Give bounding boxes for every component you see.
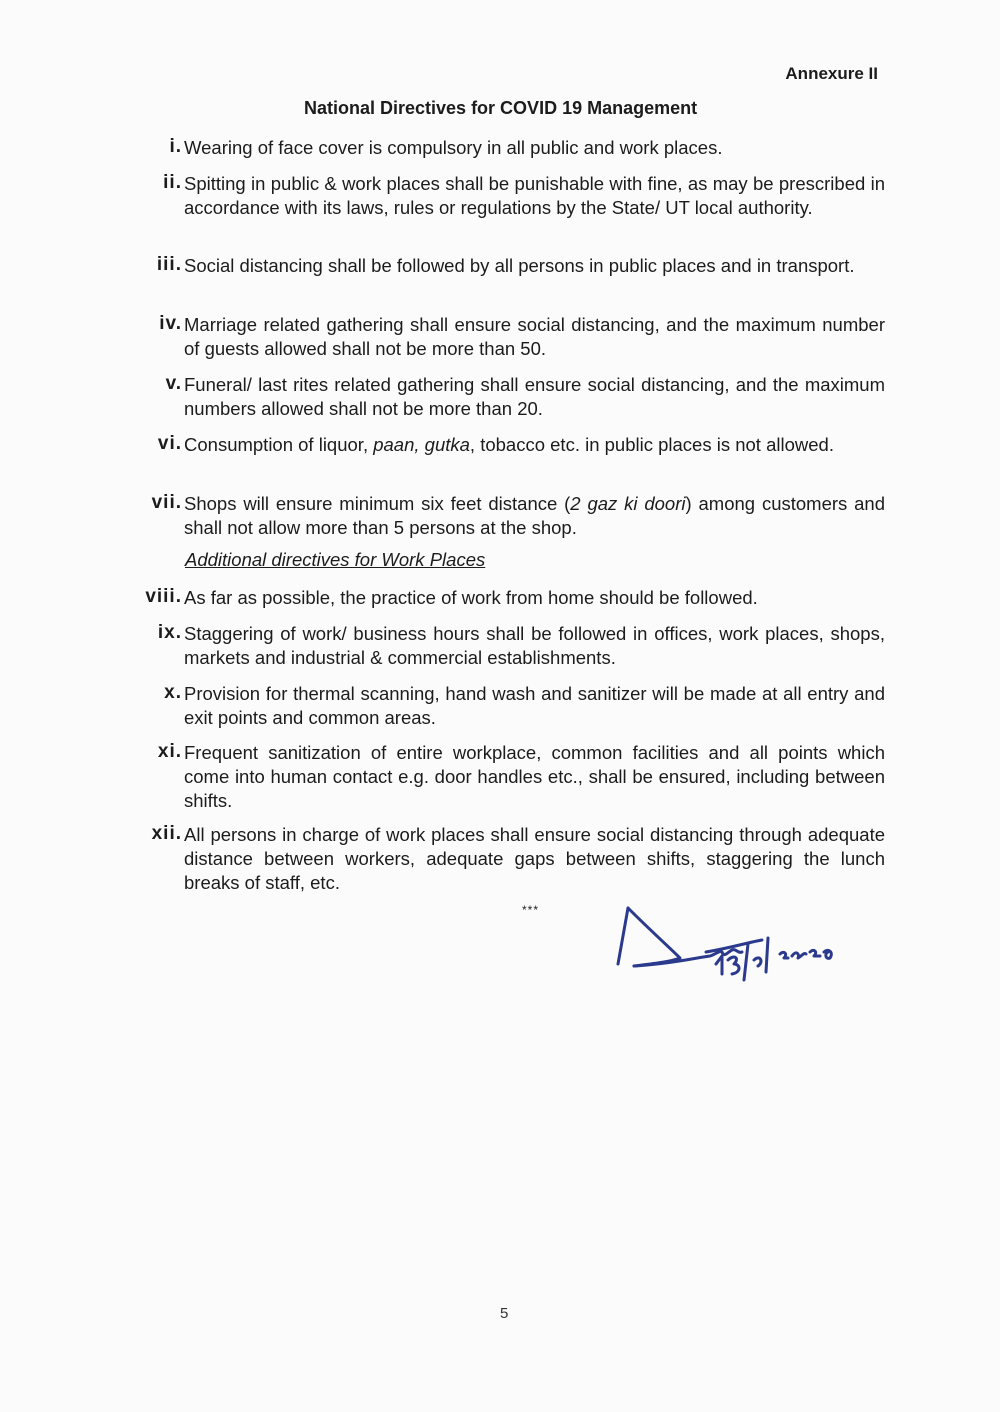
item-number: iii.	[156, 254, 182, 275]
item-text: Social distancing shall be followed by all persons in public places and in transport.	[184, 255, 855, 276]
directive-item	[100, 313, 885, 361]
item-text: All persons in charge of work places shall ensure social distancing through adequate distance between workers, adequate gaps between shifts, staggering the lunch breaks of staff, etc.	[184, 824, 885, 893]
directive-item	[100, 136, 885, 160]
item-text: Spitting in public & work places shall be punishable with fine, as may be prescribed in accordance with its laws, rules or regulations by the State/ UT local authority.	[184, 173, 885, 218]
item-text: Wearing of face cover is compulsory in all public and work places.	[184, 137, 723, 158]
item-text	[184, 433, 885, 457]
italic-text: 2 gaz ki doori	[570, 493, 686, 514]
directive-item	[100, 823, 885, 895]
text-part: Consumption of liquor,	[184, 434, 374, 455]
directive-item	[100, 254, 885, 278]
item-number: vii.	[151, 492, 182, 513]
text-part: ) among customers and shall not allow more than 5 persons at the shop.	[184, 493, 885, 538]
item-text: Staggering of work/ business hours shall be followed in offices, work places, shops, markets and industrial & commercial establishments.	[184, 623, 885, 668]
italic-text: paan, gutka	[373, 434, 470, 455]
item-text: As far as possible, the practice of work from home should be followed.	[184, 587, 758, 608]
text-part: , tobacco etc. in public places is not allowed.	[469, 434, 834, 455]
directive-item	[100, 622, 885, 670]
annexure-label: Annexure II	[785, 64, 878, 83]
end-marker: ***	[522, 903, 540, 917]
directive-item	[100, 373, 885, 421]
text-part: Shops will ensure minimum six feet distance (	[184, 493, 571, 514]
item-text: Provision for thermal scanning, hand wash and sanitizer will be made at all entry and exit points and common areas.	[184, 683, 885, 728]
subheading: Additional directives for Work Places	[185, 549, 486, 570]
directive-item	[100, 586, 885, 610]
item-number: viii.	[145, 586, 182, 607]
item-number: ii.	[163, 172, 182, 193]
directive-item	[100, 172, 885, 220]
item-number: xi.	[157, 741, 182, 762]
item-text: Frequent sanitization of entire workplace, common facilities and all points which come into human contact e.g. door handles etc., shall be ensured, including between shifts.	[184, 742, 885, 811]
item-text: Marriage related gathering shall ensure social distancing, and the maximum number of guests allowed shall not be more than 50.	[184, 314, 885, 359]
signature	[610, 900, 850, 990]
item-number: xii.	[151, 823, 182, 844]
item-number: x.	[164, 682, 182, 703]
directive-item	[100, 741, 885, 813]
item-number: vi.	[157, 433, 182, 454]
directive-item	[100, 682, 885, 730]
item-number: iv.	[159, 313, 182, 334]
item-text: Funeral/ last rites related gathering shall ensure social distancing, and the maximum numbers allowed shall not be more than 20.	[184, 374, 885, 419]
item-text	[184, 492, 885, 540]
directive-item	[100, 492, 885, 540]
item-number: i.	[169, 136, 182, 157]
item-number: v.	[165, 373, 182, 394]
page-number: 5	[500, 1305, 509, 1322]
directive-item	[100, 433, 885, 457]
item-number: ix.	[157, 622, 182, 643]
document-title: National Directives for COVID 19 Management	[304, 98, 698, 118]
